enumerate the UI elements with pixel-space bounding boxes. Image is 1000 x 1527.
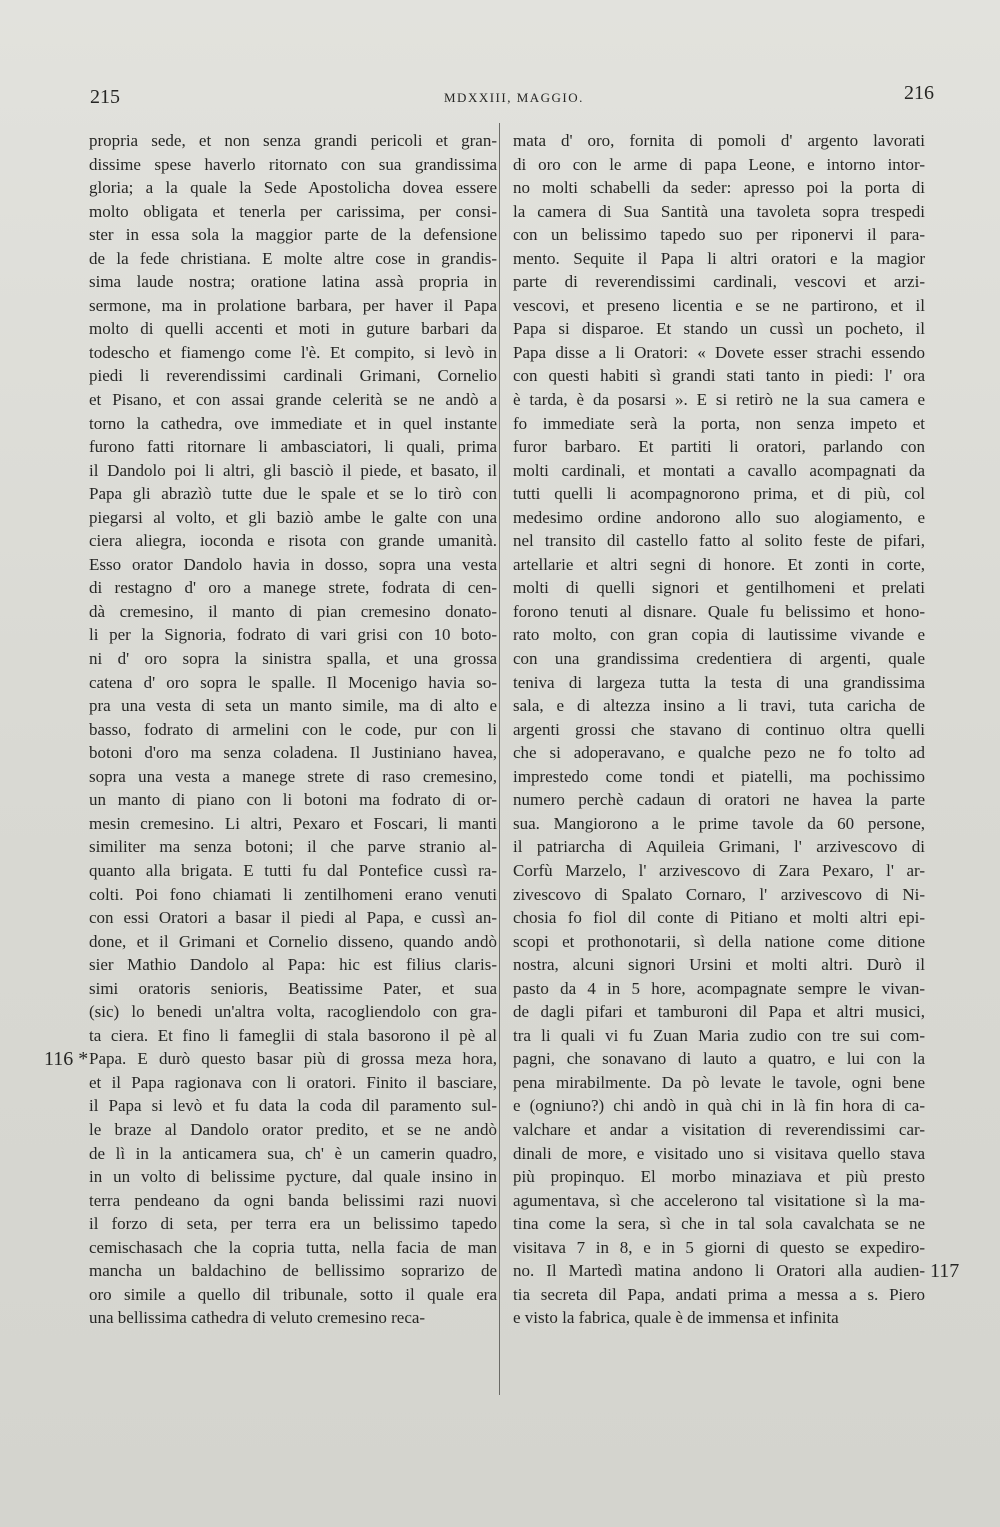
text-line: Papa gli abrazìò tutte due le spale et se lo tirò con — [89, 484, 497, 504]
text-line: et Pisano, et con assai grande celerità se ne andò a — [89, 390, 497, 410]
text-line: Esso orator Dandolo havia in dosso, sopra una vesta — [89, 554, 497, 574]
text-line: nel transito dil castello fatto al solito feste de pifari, — [513, 531, 925, 551]
text-line: terra pendeano da ogni banda belissimi razi nuovi — [89, 1190, 497, 1210]
text-line: fo immediate serà la porta, non senza impeto et — [513, 413, 925, 433]
text-line: pra una vesta di seta un manto simile, ma di alto e — [89, 696, 497, 716]
text-line: propria sede, et non senza grandi pericoli et gran- — [89, 131, 497, 150]
text-line: di oro con le arme di papa Leone, e intorno intor- — [513, 154, 925, 174]
text-line: imprestedo come tondi et piatelli, ma pochissimo — [513, 766, 925, 786]
text-line: pasto da 4 in 5 hore, acompagnate sempre le vivan- — [513, 978, 925, 998]
text-line: con una grandissima credentiera di argenti, quale — [513, 649, 925, 669]
text-line: Papa si disparoe. Et stando un cussì un pocheto, il — [513, 319, 925, 339]
text-line: de lì in la anticamera sua, ch' è un camerin quadro, — [89, 1143, 497, 1163]
text-line: argenti grossi che stavano di continuo oltra quelli — [513, 719, 925, 739]
text-line: nostra, alcuni signori Ursini et molti altri. Durò il — [513, 955, 925, 975]
text-line: dà cremesino, il manto di pian cremesino donato- — [89, 601, 497, 621]
text-line: mesin cremesino. Li altri, Pexaro et Foscari, li manti — [89, 813, 497, 833]
text-line: molti di quelli signori et gentilhomeni et prelati — [513, 578, 925, 598]
text-line: todescho et fiamengo come l'è. Et compito, si levò in — [89, 342, 497, 362]
text-line: botoni d'oro ma senza coladena. Il Justiniano havea, — [89, 743, 497, 763]
text-line: ta ciera. Et fino li fameglii di stala basorono il pè al — [89, 1025, 497, 1045]
text-line: valchare et andar a visitation di reverendissimi car- — [513, 1119, 925, 1139]
text-line: cemischasach che la copria tutta, nella facia de man — [89, 1237, 497, 1257]
left-text-column — [89, 129, 497, 1330]
text-line: il patriarcha di Aquileia Grimani, l' arzivescovo di — [513, 837, 925, 857]
text-line: le braze al Dandolo orator predito, et se ne andò — [89, 1119, 497, 1139]
text-line: no. Il Martedì matina andono li Oratori alla audien- — [513, 1261, 925, 1281]
text-line: un manto di piano con li botoni ma fodrato di or- — [89, 790, 497, 810]
text-line: con un belissimo tapedo suo per riponervi il para- — [513, 225, 925, 245]
text-line: e (ogniuno?) chi andò in quà chi in là fin hora di ca- — [513, 1096, 925, 1116]
text-line: dissime spese haverlo ritornato con sua grandissima — [89, 154, 497, 174]
text-line: Papa disse a li Oratori: « Dovete esser strachi essendo — [513, 342, 925, 362]
text-line: sima laude nostra; oratione latina assà propria in — [89, 272, 497, 292]
text-line: teniva di largeza tutta la testa di una grandissima — [513, 672, 925, 692]
text-line: tina come la sera, sì che in tal sola cavalchata se ne — [513, 1214, 925, 1234]
text-line: sua. Mangiorono a le prime tavole da 60 persone, — [513, 813, 925, 833]
margin-note-right: 117 — [930, 1260, 960, 1282]
running-title: MDXXIII, MAGGIO. — [444, 90, 584, 105]
text-line: ciera aliegra, ioconda e risota con grande umanità. — [89, 531, 497, 551]
text-line: rato molto, con gran copia di lautissime vivande e — [513, 625, 925, 645]
text-line: li per la Signoria, fodrato di vari grisi con 10 boto- — [89, 625, 497, 645]
text-line: la camera di Sua Santità una tavoleta sopra trespedi — [513, 201, 925, 221]
text-line: mancha un baldachino de bellissimo soprarizo de — [89, 1261, 497, 1281]
text-line: in un volto di belissime pycture, dal quale insino in — [89, 1167, 497, 1187]
left-page-number: 215 — [90, 86, 120, 108]
text-line: con essi Oratori a basar il piedi al Papa, e cussì an- — [89, 908, 497, 928]
text-line: basso, fodrato di armelini con le code, pur con li — [89, 719, 497, 739]
text-line: molto di quelli accenti et moti in guture barbari da — [89, 319, 497, 339]
text-line: Corfù Marzelo, l' arzivescovo di Zara Pexaro, l' ar- — [513, 860, 925, 880]
text-line: visitava 7 in 8, e in 5 giorni di questo se expediro- — [513, 1237, 925, 1257]
text-line: colti. Poi fono chiamati li zentilhomeni erano venuti — [89, 884, 497, 904]
text-line: furono fatti ritornare li ambasciatori, li quali, prima — [89, 437, 497, 457]
text-line: tia secreta dil Papa, andati prima a messa a s. Piero — [513, 1284, 925, 1304]
text-line: (sic) lo benedi un'altra volta, racogliendolo con gra- — [89, 1002, 497, 1022]
text-line: il forzo di seta, per terra era un belissimo tapedo — [89, 1214, 497, 1234]
text-line: sier Mathio Dandolo al Papa: hic est filius claris- — [89, 955, 497, 975]
text-line: piegarsi al volto, et gli baziò ambe le galte con una — [89, 507, 497, 527]
text-line: molti cardinali, et montati a cavallo acompagnati da — [513, 460, 925, 480]
text-line: chosia fo fiol dil conte di Pitiano et molti altri epi- — [513, 908, 925, 928]
text-line: zivescovo di Spalato Cornaro, l' arzivescovo di Ni- — [513, 884, 925, 904]
text-line: che si adoperavano, e qualche pezo ne fo tolto ad — [513, 743, 925, 763]
text-line: scopi et prothonotarii, sì della natione come ditione — [513, 931, 925, 951]
text-line: de dagli pifari et tamburoni dil Papa et altri musici, — [513, 1002, 925, 1022]
text-line: done, et il Grimani et Cornelio disseno, quando andò — [89, 931, 497, 951]
text-line: furor barbaro. Et partiti li oratori, parlando con — [513, 437, 925, 457]
text-line: vescovi, et preseno licentia e se ne partirono, et il — [513, 295, 925, 315]
text-line: di restagno d' oro a manege strete, fodrata di cen- — [89, 578, 497, 598]
text-line: oro simile a quello dil tribunale, sotto il quale era — [89, 1284, 497, 1304]
text-line: et il Papa ragionava con li oratori. Finito il basciare, — [89, 1072, 497, 1092]
text-line: sala, e di altezza insino a li travi, tuta caricha de — [513, 696, 925, 716]
text-line: simi oratoris senioris, Beatissime Pater, et sua — [89, 978, 497, 998]
text-line: Papa. E durò questo basar più di grossa meza hora, — [89, 1049, 497, 1069]
text-line: similiter ma senza botoni; il che parve stranio al- — [89, 837, 497, 857]
text-line: mento. Sequite il Papa li altri oratori e la magior — [513, 248, 925, 268]
text-line: quanto alla brigata. E tutti fu dal Pontefice cussì ra- — [89, 860, 497, 880]
text-line: ni d' oro sopra la sinistra spalla, et una grossa — [89, 649, 497, 669]
text-line: agumentava, sì che accelerono tal visitatione sì la ma- — [513, 1190, 925, 1210]
text-line: tutti quelli li acompagnorono prima, et di più, col — [513, 484, 925, 504]
page-header — [90, 82, 940, 116]
text-line: il Dandolo poi li altri, gli basciò il piede, et basato, il — [89, 460, 497, 480]
text-line: una bellissima cathedra di veluto cremesino reca- — [89, 1308, 426, 1328]
text-line: de la fede christiana. E molte altre cose in grandis- — [89, 248, 497, 268]
text-line: artellarie et altri segni di honore. Et zonti in corte, — [513, 554, 925, 574]
text-line: gloria; a la quale la Sede Apostolicha dovea essere — [89, 178, 497, 198]
text-line: sermone, ma in prolatione barbara, per haver il Papa — [89, 295, 497, 315]
text-line: pena mirabilmente. Da pò levate le tavole, ogni bene — [513, 1072, 925, 1092]
text-line: molto obligata et tenerla per carissima, per consi- — [89, 201, 497, 221]
text-line: medesimo ordine andorono allo suo alogiamento, e — [513, 507, 925, 527]
text-line: piedi li reverendissimi cardinali Grimani, Cornelio — [89, 366, 497, 386]
text-line: più propinquo. El morbo minaziava et più presto — [513, 1167, 925, 1187]
text-line: no molti schabelli da seder: apresso poi la porta di — [513, 178, 925, 198]
text-line: è tarda, è da posarsi ». E si retirò ne la sua camera e — [513, 390, 925, 410]
text-line: catena d' oro sopra le spalle. Il Mocenigo havia so- — [89, 672, 497, 692]
text-line: torno la cathedra, ove immediate et in quel instante — [89, 413, 497, 433]
text-line: tra li quali vi fu Zuan Maria zudio con tre sui com- — [513, 1025, 925, 1045]
text-line: e visto la fabrica, quale è de immensa et infinita — [513, 1308, 839, 1328]
margin-note-left: 116 * — [44, 1048, 89, 1070]
text-line: parte di reverendissimi cardinali, vescovi et arzi- — [513, 272, 925, 292]
text-line: pagni, che sonavano di lauto a quatro, e lui con la — [513, 1049, 925, 1069]
text-line: il Papa si levò et fu data la coda dil paramento sul- — [89, 1096, 497, 1116]
column-divider — [499, 123, 500, 1395]
right-page-number: 216 — [904, 82, 934, 104]
text-line: numero perchè cadaun di oratori ne havea la parte — [513, 790, 925, 810]
text-line: forono tenuti al disnare. Quale fu belissimo et hono- — [513, 601, 925, 621]
right-text-column — [513, 129, 925, 1330]
text-line: ster in essa sola la maggior parte de la defensione — [89, 225, 497, 245]
text-line: dinali de more, e visitado uno si visitava quello stava — [513, 1143, 925, 1163]
text-line: sopra una vesta a manege strete di raso cremesino, — [89, 766, 497, 786]
text-line: con questi habiti sì grandi stati tanto in piedi: l' ora — [513, 366, 925, 386]
text-line: mata d' oro, fornita di pomoli d' argento lavorati — [513, 131, 925, 150]
